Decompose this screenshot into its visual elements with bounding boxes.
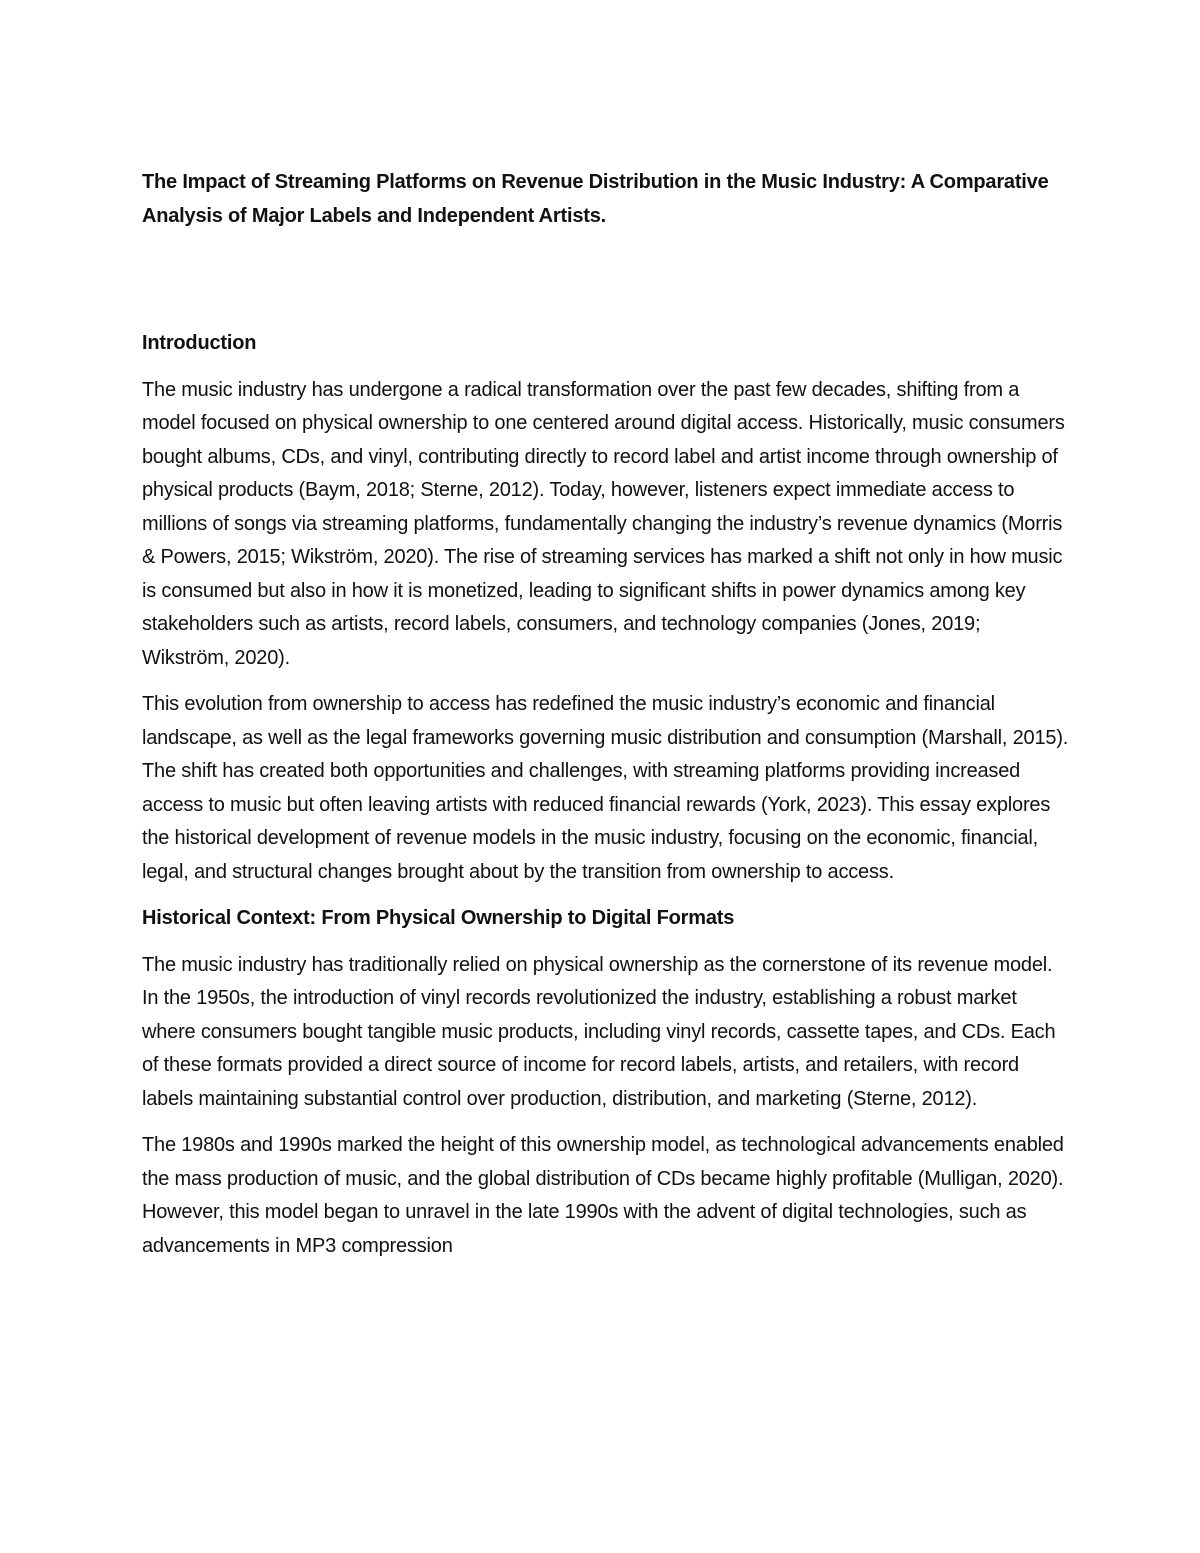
spacer: [142, 675, 1072, 688]
paragraph: The 1980s and 1990s marked the height of this ownership model, as technological advancements enabled the mass production of music, and the global distribution of CDs became highly profitable (Mulligan, 2020). However, this model began to unravel in the late 1990s with the advent of digital technologies, such as advancements in MP3 compression: [142, 1134, 1064, 1257]
paragraph: The music industry has undergone a radical transformation over the past few decades, shifting from a model focused on physical ownership to one centered around digital access. Historically, music consumers bought albums, CDs, and vinyl, contributing directly to record label and artist income through ownership of physical products (Baym, 2018; Sterne, 2012). Today, however, listeners expect immediate access to millions of songs via streaming platforms, fundamentally changing the industry’s revenue dynamics (Morris & Powers, 2015; Wikström, 2020). The rise of streaming services has marked a shift not only in how music is consumed but also in how it is monetized, leading to significant shifts in power dynamics among key stakeholders such as artists, record labels, consumers, and technology companies (Jones, 2019; Wikström, 2020).: [142, 378, 1065, 669]
spacer: [142, 1116, 1072, 1129]
spacer: [142, 936, 1072, 949]
section-heading-introduction: Introduction: [142, 332, 257, 354]
spacer: [142, 889, 1072, 902]
paragraph: The music industry has traditionally relied on physical ownership as the cornerstone of its revenue model. In the 1950s, the introduction of vinyl records revolutionized the industry, establishing a robust market where consumers bought tangible music products, including vinyl records, cassette tapes, and CDs. Each of these formats provided a direct source of income for record labels, artists, and retailers, with record labels maintaining substantial control over production, distribution, and marketing (Sterne, 2012).: [142, 953, 1056, 1110]
spacer: [142, 361, 1072, 374]
paragraph: This evolution from ownership to access has redefined the music industry’s economic and financial landscape, as well as the legal frameworks governing music distribution and consumption (Marshall, 2015). The shift has created both opportunities and challenges, with streaming platforms providing increased access to music but often leaving artists with reduced financial rewards (York, 2023). This essay explores the historical development of revenue models in the music industry, focusing on the economic, financial, legal, and structural changes brought about by the transition from ownership to access.: [142, 693, 1069, 883]
document-body: [142, 166, 1072, 1263]
title-spacer: [142, 233, 1072, 327]
document-title: The Impact of Streaming Platforms on Revenue Distribution in the Music Industry: A Comparative Analysis of Major Labels and Independent Artists.: [142, 171, 1049, 227]
section-heading-historical-context: Historical Context: From Physical Ownership to Digital Formats: [142, 907, 735, 929]
